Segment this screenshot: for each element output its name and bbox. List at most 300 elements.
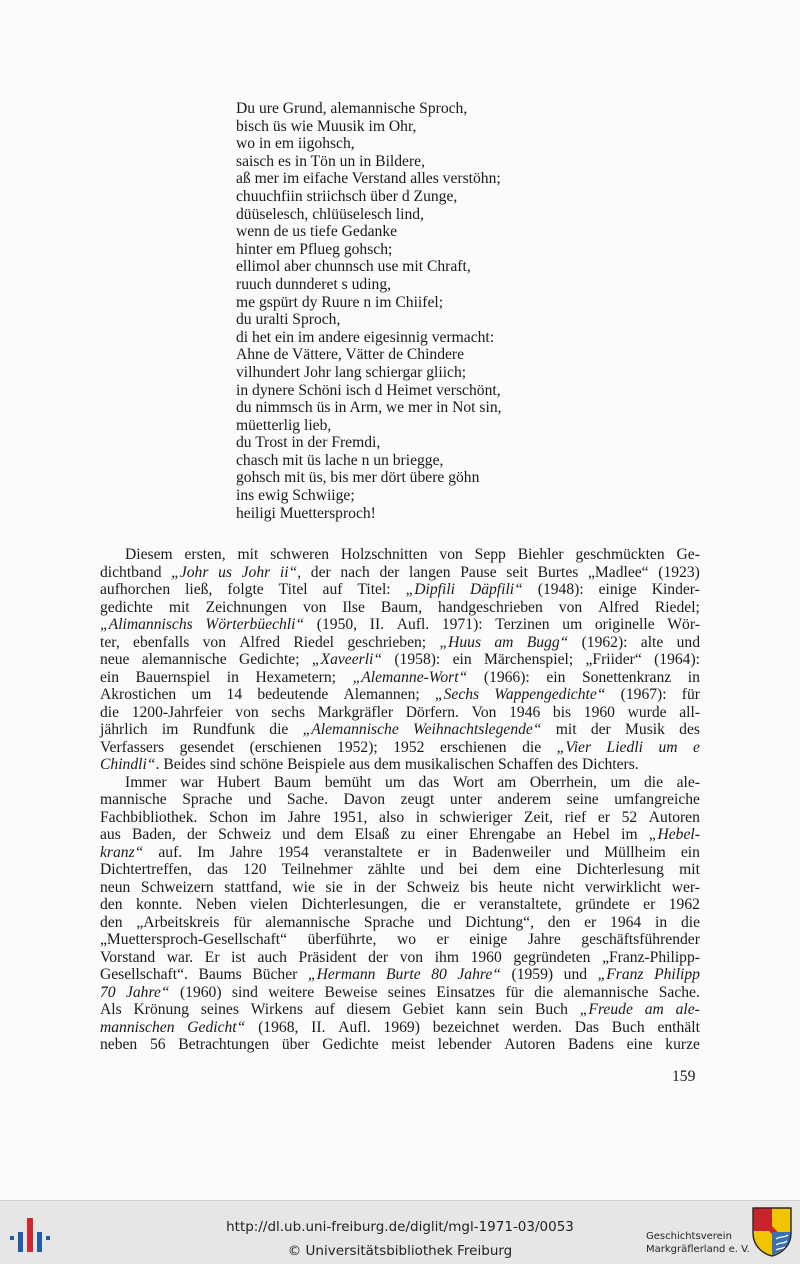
word: er: [584, 913, 597, 931]
word: Verfassers: [100, 738, 165, 756]
word: alemannische: [563, 983, 649, 1001]
text-line: [100, 826, 700, 844]
italic-word: Philipp: [654, 966, 700, 983]
token: [679, 721, 700, 739]
token: [585, 879, 661, 897]
word: Holzschnitten: [340, 546, 428, 563]
token: [669, 896, 700, 914]
token: [439, 634, 481, 652]
word: ,: [297, 563, 302, 581]
token: [242, 564, 271, 582]
word: Schaffen: [498, 756, 554, 773]
token: [580, 1001, 633, 1019]
text-line: [100, 949, 700, 967]
word: mannische: [100, 791, 167, 808]
italic-word: um: [658, 738, 678, 756]
token: [100, 809, 197, 827]
society-name-line: Markgräflerland e. V.: [646, 1243, 750, 1255]
token: [318, 704, 393, 722]
token: [100, 599, 153, 617]
viewer-footer: [0, 1200, 800, 1264]
word: schwieriger: [439, 808, 513, 826]
word: 1200-Jahrfeier: [131, 703, 223, 721]
token: [133, 634, 189, 652]
token: [436, 984, 495, 1002]
word: Baum,: [380, 598, 423, 616]
token: [191, 686, 211, 704]
token: [658, 739, 677, 757]
word: Riedel: [293, 633, 335, 651]
poem-line: heiligi Muettersproch!: [236, 504, 376, 522]
word: Schweiz: [218, 826, 271, 843]
italic-word: am: [644, 1001, 664, 1018]
token: [132, 704, 223, 722]
token: [279, 581, 308, 599]
word: 120: [243, 861, 267, 878]
token: [644, 774, 663, 792]
token: [652, 581, 700, 599]
token: [205, 616, 304, 634]
word: ale-: [676, 773, 700, 791]
token: [100, 861, 192, 879]
italic-word: „Johr: [171, 563, 209, 581]
token: [374, 756, 401, 774]
word: Bücher: [252, 966, 298, 983]
document-url-link[interactable]: http://dl.ub.uni-freiburg.de/diglit/mgl-1971-03/0053: [226, 1219, 574, 1235]
token: [456, 1001, 486, 1019]
token: [100, 966, 188, 984]
word: Sache.: [286, 791, 328, 808]
word: Hubert: [217, 773, 261, 791]
token: [376, 879, 396, 897]
word: Dörfern.: [405, 703, 459, 721]
word: das: [207, 861, 228, 878]
word: Titel:: [357, 581, 391, 598]
token: [274, 774, 311, 792]
token: [197, 844, 214, 862]
word: mit: [168, 598, 190, 616]
word: kurze: [665, 1036, 700, 1053]
word: Autoren: [504, 1036, 556, 1053]
token: [416, 809, 428, 827]
poem-line: ellimol aber chunnsch use mit Chraft,: [236, 258, 471, 276]
text-line: [100, 651, 700, 669]
word: Dichtung“,: [465, 913, 534, 931]
word: Musik: [625, 721, 665, 738]
text-line: [100, 861, 700, 879]
token: [472, 844, 551, 862]
italic-word: Weihnachtslegende“: [413, 721, 542, 738]
word: rief: [564, 808, 587, 826]
word: des: [557, 756, 578, 773]
word: 1971):: [441, 616, 483, 633]
word: Einsatzes: [436, 983, 496, 1001]
token: [497, 774, 516, 792]
token: [459, 861, 478, 879]
word: ein: [100, 668, 120, 686]
token: [217, 774, 260, 792]
word: langen: [409, 563, 451, 581]
token: [479, 896, 562, 914]
token: [612, 1019, 645, 1037]
word: Hebel: [572, 826, 610, 843]
token: [575, 896, 630, 914]
word: 1962: [668, 896, 700, 913]
page-number: 159: [672, 1068, 696, 1085]
token: [258, 1019, 298, 1037]
token: [379, 809, 404, 827]
word: Wör-: [667, 616, 700, 633]
token: [384, 1019, 420, 1037]
token: [562, 616, 582, 634]
word: bezeichnet: [432, 1018, 500, 1036]
word: in: [687, 668, 700, 686]
token: [224, 879, 282, 897]
token: [471, 949, 502, 967]
token: [407, 879, 460, 897]
word: die: [522, 738, 542, 756]
poem-line: du nimmsch üs in Arm, we mer in Not sin,: [236, 399, 502, 417]
word: von: [439, 546, 463, 563]
token: [368, 949, 388, 967]
token: [584, 914, 596, 932]
word: 1954: [277, 843, 309, 861]
token: [658, 564, 700, 582]
word: (erschienen: [249, 738, 322, 756]
token: [575, 546, 664, 564]
word: Ilse: [342, 598, 365, 616]
word: Buch: [535, 1001, 568, 1018]
word: alemannische: [141, 651, 227, 668]
token: [472, 704, 497, 722]
token: [498, 756, 553, 774]
token: [681, 914, 700, 932]
word: über: [281, 1036, 310, 1053]
word: enthält: [657, 1018, 700, 1036]
token: [442, 616, 483, 634]
word: der: [368, 948, 389, 966]
word: neun: [100, 878, 131, 896]
token: [679, 861, 700, 879]
word: einige: [469, 931, 508, 948]
word: zu: [400, 826, 416, 843]
token: [308, 966, 376, 984]
token: [280, 564, 301, 582]
token: [303, 721, 399, 739]
token: [393, 739, 424, 757]
word: Im: [197, 843, 215, 861]
poem-line: wenn de us tiefe Gedanke: [236, 223, 398, 241]
word: veranstaltete: [323, 843, 403, 861]
token: [564, 966, 587, 984]
token: [401, 826, 416, 844]
token: [470, 879, 488, 897]
text-line: [100, 686, 700, 704]
word: gegründeten: [513, 948, 591, 966]
token: [557, 739, 591, 757]
token: [270, 546, 329, 564]
word: lebender: [437, 1036, 492, 1053]
token: [614, 791, 700, 809]
token: [403, 1001, 445, 1019]
text-line: [100, 581, 700, 599]
word: wer-: [671, 878, 700, 896]
token: [672, 879, 700, 897]
token: [347, 634, 426, 652]
word: ebenfalls: [133, 633, 190, 651]
token: [465, 914, 534, 932]
token: [198, 966, 241, 984]
word: ein: [452, 651, 472, 668]
word: bemüht: [324, 773, 372, 791]
word: 1952);: [337, 738, 378, 756]
word: Rundfunk: [192, 721, 256, 738]
token: [406, 581, 455, 599]
word: 56: [149, 1036, 166, 1053]
word: Müllheim: [604, 843, 666, 861]
poem-line: aß mer im eifache Verstand alles verstöhn;: [236, 170, 501, 188]
body-text: [100, 546, 700, 1054]
copyright-notice: © Universitätsbibliothek Freiburg: [287, 1243, 513, 1259]
token: [595, 616, 655, 634]
word: nach: [340, 563, 370, 581]
token: [100, 1019, 175, 1037]
word: Präsident: [298, 948, 357, 966]
token: [255, 669, 336, 687]
token: [206, 599, 287, 617]
word: der: [376, 878, 397, 896]
token: [311, 564, 331, 582]
poem-line: bisch üs wie Muusik im Ohr,: [236, 117, 417, 135]
word: dem: [316, 826, 344, 843]
word: gedichte: [100, 598, 153, 616]
word: (1962):: [581, 633, 628, 651]
word: von: [235, 703, 259, 721]
token: [401, 791, 435, 809]
text-line: [100, 1019, 700, 1037]
word: Betrachtungen: [178, 1036, 270, 1053]
word: an: [546, 826, 562, 843]
word: wurde: [627, 703, 667, 721]
word: er: [643, 896, 656, 913]
word: seine: [566, 791, 599, 808]
italic-word: Jahre“: [125, 983, 170, 1001]
italic-word: „Franz: [597, 966, 644, 983]
society-name[interactable]: [646, 1231, 750, 1256]
token: [649, 826, 700, 844]
word: also: [379, 808, 405, 826]
token: [325, 879, 342, 897]
token: [100, 826, 121, 844]
token: [394, 651, 440, 669]
word: des: [679, 721, 700, 738]
token: [599, 581, 637, 599]
token: [344, 791, 386, 809]
coat-of-arms-icon[interactable]: [752, 1207, 792, 1257]
italic-word: „Freude: [579, 1001, 633, 1018]
token: [538, 581, 584, 599]
token: [308, 931, 377, 949]
word: gesendet: [179, 738, 235, 756]
text-line: [100, 634, 700, 652]
word: einer: [426, 826, 458, 843]
token: [287, 756, 345, 774]
word: folgte: [227, 581, 264, 598]
token: [431, 966, 447, 984]
italic-word: ii“: [279, 563, 298, 581]
word: Sprache: [182, 791, 233, 808]
text-line: [100, 791, 700, 809]
token: [469, 931, 507, 949]
word: er: [597, 808, 610, 826]
token: [406, 704, 459, 722]
word: Riedel;: [654, 598, 700, 616]
word: (1967):: [620, 686, 667, 703]
text-line: [100, 721, 700, 739]
word: Biehler: [517, 546, 564, 563]
word: Dichters.: [581, 756, 639, 773]
text-line: [100, 756, 700, 774]
word: die: [420, 896, 441, 913]
word: Von: [471, 703, 497, 721]
word: Beweise: [324, 983, 378, 1001]
text-line: [100, 669, 700, 687]
italic-word: Bugg“: [526, 633, 569, 651]
word: Wirkens: [250, 1001, 303, 1018]
token: [239, 651, 300, 669]
word: um: [385, 773, 405, 791]
token: [495, 616, 549, 634]
word: 1960: [583, 703, 615, 721]
word: Akrostichen: [100, 686, 177, 703]
token: [681, 844, 700, 862]
token: [506, 564, 528, 582]
word: Aufl.: [338, 1018, 371, 1036]
token: [100, 791, 167, 809]
word: kann: [455, 1001, 487, 1018]
word: Jahre: [527, 931, 561, 948]
italic-word: „Alemanne-Wort“: [352, 668, 468, 686]
token: [100, 634, 120, 652]
poem-line: Du ure Grund, alemannische Sproch,: [236, 100, 468, 117]
token: [427, 826, 458, 844]
token: [428, 914, 451, 932]
word: anderem: [497, 791, 552, 808]
italic-word: „Huus: [439, 633, 482, 651]
word: um: [191, 686, 212, 703]
italic-word: am: [494, 633, 514, 651]
token: [150, 1036, 166, 1054]
token: [100, 949, 155, 967]
word: den: [100, 913, 123, 931]
word: seines: [200, 1001, 239, 1018]
word: Oberrhein,: [529, 773, 597, 791]
token: [513, 949, 590, 967]
word: einige: [598, 581, 637, 598]
poem-line: du Trost in der Fremdi,: [236, 434, 381, 452]
word: auf.: [158, 843, 183, 861]
italic-word: Wörterbüechli“: [205, 616, 305, 633]
text-line: [100, 704, 700, 722]
token: [556, 721, 577, 739]
token: [353, 669, 468, 687]
word: „Madlee“: [587, 563, 649, 581]
italic-word: Gedicht“: [187, 1018, 246, 1036]
word: auch: [257, 948, 287, 966]
token: [499, 879, 533, 897]
word: Sprache: [363, 913, 415, 931]
token: [288, 809, 321, 827]
word: stattfand,: [224, 878, 282, 896]
token: [125, 546, 173, 564]
token: [100, 651, 129, 669]
text-line: [100, 809, 700, 827]
token: [100, 739, 164, 757]
word: werden.: [512, 1018, 562, 1036]
word: Schweiz: [406, 878, 460, 896]
token: [218, 564, 232, 582]
token: [315, 1001, 335, 1019]
word: Schweizern: [140, 878, 214, 896]
token: [169, 599, 190, 617]
token: [497, 791, 551, 809]
word: der: [590, 721, 611, 738]
word: Baums: [198, 966, 242, 983]
word: ihm: [434, 948, 459, 966]
poem-line: du uralti Sproch,: [236, 311, 341, 329]
token: [100, 581, 170, 599]
token: [627, 1036, 653, 1054]
token: [475, 546, 506, 564]
token: [227, 686, 243, 704]
token: [654, 651, 700, 669]
token: [251, 1001, 303, 1019]
word: umfangreiche: [614, 791, 700, 808]
word: Baum: [273, 773, 312, 791]
token: [341, 546, 428, 564]
text-line: [100, 844, 700, 862]
token: [397, 931, 416, 949]
token: [641, 634, 664, 652]
word: von: [202, 633, 227, 651]
token: [201, 1001, 239, 1019]
word: meist: [391, 1036, 426, 1053]
word: Baden,: [132, 826, 176, 843]
word: die: [534, 983, 554, 1001]
token: [450, 791, 482, 809]
word: das: [418, 773, 440, 791]
text-line: [100, 599, 700, 617]
word: Beispiele: [287, 756, 346, 773]
token: [453, 896, 465, 914]
text-line: [100, 896, 700, 914]
word: den: [100, 896, 123, 913]
token: [317, 616, 357, 634]
token: [210, 756, 236, 774]
italic-word: „Alemannische: [302, 721, 399, 738]
text-line: [100, 774, 700, 792]
word: der: [379, 563, 400, 581]
word: Bauernspiel: [135, 668, 211, 686]
token: [180, 984, 222, 1002]
word: sein: [498, 1001, 524, 1018]
word: „Friider“: [585, 651, 642, 668]
token: [303, 599, 326, 617]
token: [163, 756, 205, 774]
token: [625, 721, 665, 739]
word: für: [233, 913, 252, 931]
token: [353, 879, 365, 897]
